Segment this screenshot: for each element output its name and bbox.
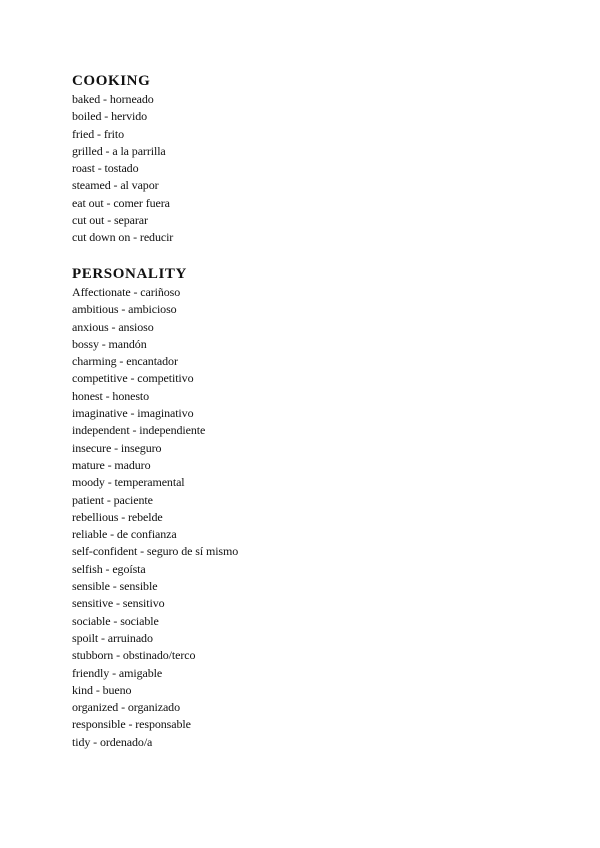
vocab-entry: reliable - de confianza [72, 527, 177, 542]
vocab-entry: insecure - inseguro [72, 440, 162, 455]
vocab-entry: independent - independiente [72, 423, 206, 438]
vocab-entry: competitive - competitivo [72, 371, 194, 386]
vocab-entry: ambitious - ambicioso [72, 302, 177, 317]
vocab-entry: charming - encantador [72, 354, 178, 369]
section-heading-cooking: COOKING [72, 73, 151, 89]
vocab-entry: anxious - ansioso [72, 319, 154, 334]
vocab-entry: imaginative - imaginativo [72, 406, 194, 421]
vocab-entry: bossy - mandón [72, 336, 147, 351]
vocab-entry: Affectionate - cariñoso [72, 285, 181, 299]
vocab-entry: roast - tostado [72, 161, 139, 176]
vocab-entry: cut down on - reducir [72, 230, 174, 245]
vocab-entry: grilled - a la parrilla [72, 143, 166, 158]
vocab-entry: tidy - ordenado/a [72, 734, 153, 749]
vocab-entry: mature - maduro [72, 457, 151, 472]
vocab-entry: responsible - responsable [72, 717, 191, 732]
vocab-entry: self-confident - seguro de sí mismo [72, 544, 239, 559]
vocab-entry: eat out - comer fuera [72, 195, 170, 210]
vocab-entry: fried - frito [72, 126, 125, 141]
vocab-entry: sensitive - sensitivo [72, 596, 165, 611]
vocab-entry: sensible - sensible [72, 579, 158, 594]
vocab-entry: patient - paciente [72, 492, 153, 507]
vocab-entry: rebellious - rebelde [72, 509, 163, 524]
vocab-entry: cut out - separar [72, 213, 148, 228]
section-heading-personality: PERSONALITY [72, 266, 187, 282]
section-personality [72, 265, 552, 751]
vocab-entry: sociable - sociable [72, 613, 159, 628]
vocab-entry: baked - horneado [72, 92, 154, 106]
vocab-entry: spoilt - arruinado [72, 630, 153, 645]
vocab-entry: organized - organizado [72, 700, 180, 715]
vocab-entry: kind - bueno [72, 682, 132, 697]
vocab-entry: moody - temperamental [72, 475, 185, 490]
vocab-entry: selfish - egoísta [72, 561, 146, 576]
vocab-entry: honest - honesto [72, 388, 150, 403]
section-cooking [72, 72, 552, 247]
vocab-entry: steamed - al vapor [72, 178, 159, 193]
vocab-entry: stubborn - obstinado/terco [72, 648, 196, 663]
vocab-entry: friendly - amigable [72, 665, 163, 680]
vocab-entry: boiled - hervido [72, 109, 148, 124]
